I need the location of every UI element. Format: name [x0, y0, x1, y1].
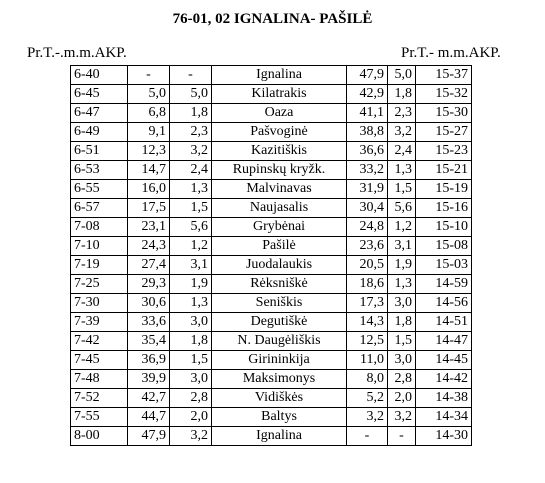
table-row: [71, 104, 472, 123]
return-time-cell: 14-56: [416, 294, 472, 313]
departure-time-cell: 7-42: [71, 332, 128, 351]
stop-name-cell: Girininkija: [212, 351, 347, 370]
departure-time-cell: 6-55: [71, 180, 128, 199]
return-time-cell: 14-38: [416, 389, 472, 408]
departure-time-cell: 6-53: [71, 161, 128, 180]
departure-time-cell: 7-39: [71, 313, 128, 332]
distance-km-cell: 42,7: [128, 389, 170, 408]
return-segment-km-cell: -: [388, 427, 416, 446]
segment-km-cell: 3,0: [170, 370, 212, 389]
segment-km-cell: 5,0: [170, 85, 212, 104]
return-distance-km-cell: 12,5: [347, 332, 388, 351]
return-segment-km-cell: 2,3: [388, 104, 416, 123]
table-row: [71, 389, 472, 408]
table-row: [71, 332, 472, 351]
segment-km-cell: 3,1: [170, 256, 212, 275]
table-row: [71, 370, 472, 389]
departure-time-cell: 6-57: [71, 199, 128, 218]
stop-name-cell: Maksimonys: [212, 370, 347, 389]
departure-time-cell: 7-25: [71, 275, 128, 294]
distance-km-cell: 36,9: [128, 351, 170, 370]
return-time-cell: 15-08: [416, 237, 472, 256]
return-segment-km-cell: 5,0: [388, 66, 416, 85]
return-time-cell: 15-23: [416, 142, 472, 161]
return-segment-km-cell: 3,0: [388, 294, 416, 313]
table-row: [71, 408, 472, 427]
return-distance-km-cell: 30,4: [347, 199, 388, 218]
departure-time-cell: 7-55: [71, 408, 128, 427]
return-segment-km-cell: 1,8: [388, 85, 416, 104]
segment-km-cell: 1,8: [170, 332, 212, 351]
return-time-cell: 15-27: [416, 123, 472, 142]
stop-name-cell: Degutiškė: [212, 313, 347, 332]
return-segment-km-cell: 1,9: [388, 256, 416, 275]
return-distance-km-cell: 41,1: [347, 104, 388, 123]
table-row: [71, 161, 472, 180]
table-row: [71, 275, 472, 294]
return-distance-km-cell: 14,3: [347, 313, 388, 332]
return-distance-km-cell: 5,2: [347, 389, 388, 408]
return-time-cell: 14-34: [416, 408, 472, 427]
timetable: [70, 65, 472, 446]
departure-time-cell: 7-48: [71, 370, 128, 389]
return-segment-km-cell: 1,5: [388, 332, 416, 351]
return-time-cell: 15-19: [416, 180, 472, 199]
return-distance-km-cell: 8,0: [347, 370, 388, 389]
return-segment-km-cell: 1,3: [388, 161, 416, 180]
stop-name-cell: Rėksniškė: [212, 275, 347, 294]
stop-name-cell: Kilatrakis: [212, 85, 347, 104]
distance-km-cell: 24,3: [128, 237, 170, 256]
stop-name-cell: Pašilė: [212, 237, 347, 256]
segment-km-cell: 2,3: [170, 123, 212, 142]
segment-km-cell: 3,2: [170, 142, 212, 161]
stop-name-cell: Baltys: [212, 408, 347, 427]
segment-km-cell: 1,3: [170, 294, 212, 313]
segment-km-cell: 1,3: [170, 180, 212, 199]
return-time-cell: 14-45: [416, 351, 472, 370]
distance-km-cell: -: [128, 66, 170, 85]
table-row: [71, 351, 472, 370]
return-segment-km-cell: 3,2: [388, 408, 416, 427]
distance-km-cell: 12,3: [128, 142, 170, 161]
return-distance-km-cell: 36,6: [347, 142, 388, 161]
departure-time-cell: 7-52: [71, 389, 128, 408]
distance-km-cell: 30,6: [128, 294, 170, 313]
segment-km-cell: 1,5: [170, 351, 212, 370]
table-row: [71, 180, 472, 199]
distance-km-cell: 5,0: [128, 85, 170, 104]
return-segment-km-cell: 2,0: [388, 389, 416, 408]
return-distance-km-cell: 11,0: [347, 351, 388, 370]
return-time-cell: 14-59: [416, 275, 472, 294]
distance-km-cell: 27,4: [128, 256, 170, 275]
table-row: [71, 66, 472, 85]
return-time-cell: 15-32: [416, 85, 472, 104]
return-segment-km-cell: 1,3: [388, 275, 416, 294]
return-distance-km-cell: 17,3: [347, 294, 388, 313]
return-distance-km-cell: 47,9: [347, 66, 388, 85]
distance-km-cell: 39,9: [128, 370, 170, 389]
return-distance-km-cell: 38,8: [347, 123, 388, 142]
stop-name-cell: Ignalina: [212, 66, 347, 85]
segment-km-cell: 2,4: [170, 161, 212, 180]
return-segment-km-cell: 3,0: [388, 351, 416, 370]
return-time-cell: 15-03: [416, 256, 472, 275]
return-segment-km-cell: 1,2: [388, 218, 416, 237]
stop-name-cell: Rupinskų kryžk.: [212, 161, 347, 180]
departure-time-cell: 7-10: [71, 237, 128, 256]
return-segment-km-cell: 3,1: [388, 237, 416, 256]
table-row: [71, 427, 472, 446]
stop-name-cell: Malvinavas: [212, 180, 347, 199]
stop-name-cell: Pašvoginė: [212, 123, 347, 142]
return-distance-km-cell: 33,2: [347, 161, 388, 180]
return-time-cell: 15-10: [416, 218, 472, 237]
stop-name-cell: Oaza: [212, 104, 347, 123]
header-right-columns: Pr.T.- m.m.AKP.: [401, 45, 501, 61]
return-distance-km-cell: 42,9: [347, 85, 388, 104]
distance-km-cell: 9,1: [128, 123, 170, 142]
return-segment-km-cell: 1,8: [388, 313, 416, 332]
segment-km-cell: 1,8: [170, 104, 212, 123]
segment-km-cell: 3,0: [170, 313, 212, 332]
distance-km-cell: 47,9: [128, 427, 170, 446]
departure-time-cell: 6-47: [71, 104, 128, 123]
return-distance-km-cell: 20,5: [347, 256, 388, 275]
header-left-columns: Pr.T.-.m.m.AKP.: [27, 45, 127, 61]
page-title: 76-01, 02 IGNALINA- PAŠILĖ: [172, 11, 373, 27]
segment-km-cell: 2,8: [170, 389, 212, 408]
segment-km-cell: 1,5: [170, 199, 212, 218]
distance-km-cell: 16,0: [128, 180, 170, 199]
stop-name-cell: Grybėnai: [212, 218, 347, 237]
return-distance-km-cell: 31,9: [347, 180, 388, 199]
stop-name-cell: Ignalina: [212, 427, 347, 446]
return-segment-km-cell: 2,4: [388, 142, 416, 161]
table-row: [71, 123, 472, 142]
stop-name-cell: Vidiškės: [212, 389, 347, 408]
table-row: [71, 85, 472, 104]
stop-name-cell: Juodalaukis: [212, 256, 347, 275]
stop-name-cell: Kazitiškis: [212, 142, 347, 161]
segment-km-cell: 3,2: [170, 427, 212, 446]
stop-name-cell: Naujasalis: [212, 199, 347, 218]
departure-time-cell: 6-51: [71, 142, 128, 161]
table-row: [71, 142, 472, 161]
return-distance-km-cell: 18,6: [347, 275, 388, 294]
return-time-cell: 14-42: [416, 370, 472, 389]
stop-name-cell: Seniškis: [212, 294, 347, 313]
return-distance-km-cell: -: [347, 427, 388, 446]
departure-time-cell: 7-08: [71, 218, 128, 237]
departure-time-cell: 6-49: [71, 123, 128, 142]
distance-km-cell: 23,1: [128, 218, 170, 237]
return-distance-km-cell: 24,8: [347, 218, 388, 237]
return-segment-km-cell: 3,2: [388, 123, 416, 142]
departure-time-cell: 6-40: [71, 66, 128, 85]
segment-km-cell: 1,9: [170, 275, 212, 294]
return-time-cell: 15-30: [416, 104, 472, 123]
departure-time-cell: 8-00: [71, 427, 128, 446]
return-time-cell: 14-47: [416, 332, 472, 351]
segment-km-cell: 5,6: [170, 218, 212, 237]
table-row: [71, 294, 472, 313]
distance-km-cell: 44,7: [128, 408, 170, 427]
distance-km-cell: 29,3: [128, 275, 170, 294]
return-distance-km-cell: 3,2: [347, 408, 388, 427]
distance-km-cell: 33,6: [128, 313, 170, 332]
distance-km-cell: 17,5: [128, 199, 170, 218]
table-row: [71, 218, 472, 237]
return-time-cell: 15-21: [416, 161, 472, 180]
return-time-cell: 14-30: [416, 427, 472, 446]
departure-time-cell: 6-45: [71, 85, 128, 104]
departure-time-cell: 7-19: [71, 256, 128, 275]
distance-km-cell: 14,7: [128, 161, 170, 180]
return-time-cell: 15-16: [416, 199, 472, 218]
return-segment-km-cell: 2,8: [388, 370, 416, 389]
segment-km-cell: 2,0: [170, 408, 212, 427]
distance-km-cell: 35,4: [128, 332, 170, 351]
return-time-cell: 14-51: [416, 313, 472, 332]
table-row: [71, 256, 472, 275]
return-segment-km-cell: 5,6: [388, 199, 416, 218]
segment-km-cell: -: [170, 66, 212, 85]
departure-time-cell: 7-45: [71, 351, 128, 370]
stop-name-cell: N. Daugėliškis: [212, 332, 347, 351]
return-distance-km-cell: 23,6: [347, 237, 388, 256]
return-segment-km-cell: 1,5: [388, 180, 416, 199]
table-row: [71, 237, 472, 256]
return-time-cell: 15-37: [416, 66, 472, 85]
departure-time-cell: 7-30: [71, 294, 128, 313]
distance-km-cell: 6,8: [128, 104, 170, 123]
table-row: [71, 199, 472, 218]
table-row: [71, 313, 472, 332]
segment-km-cell: 1,2: [170, 237, 212, 256]
